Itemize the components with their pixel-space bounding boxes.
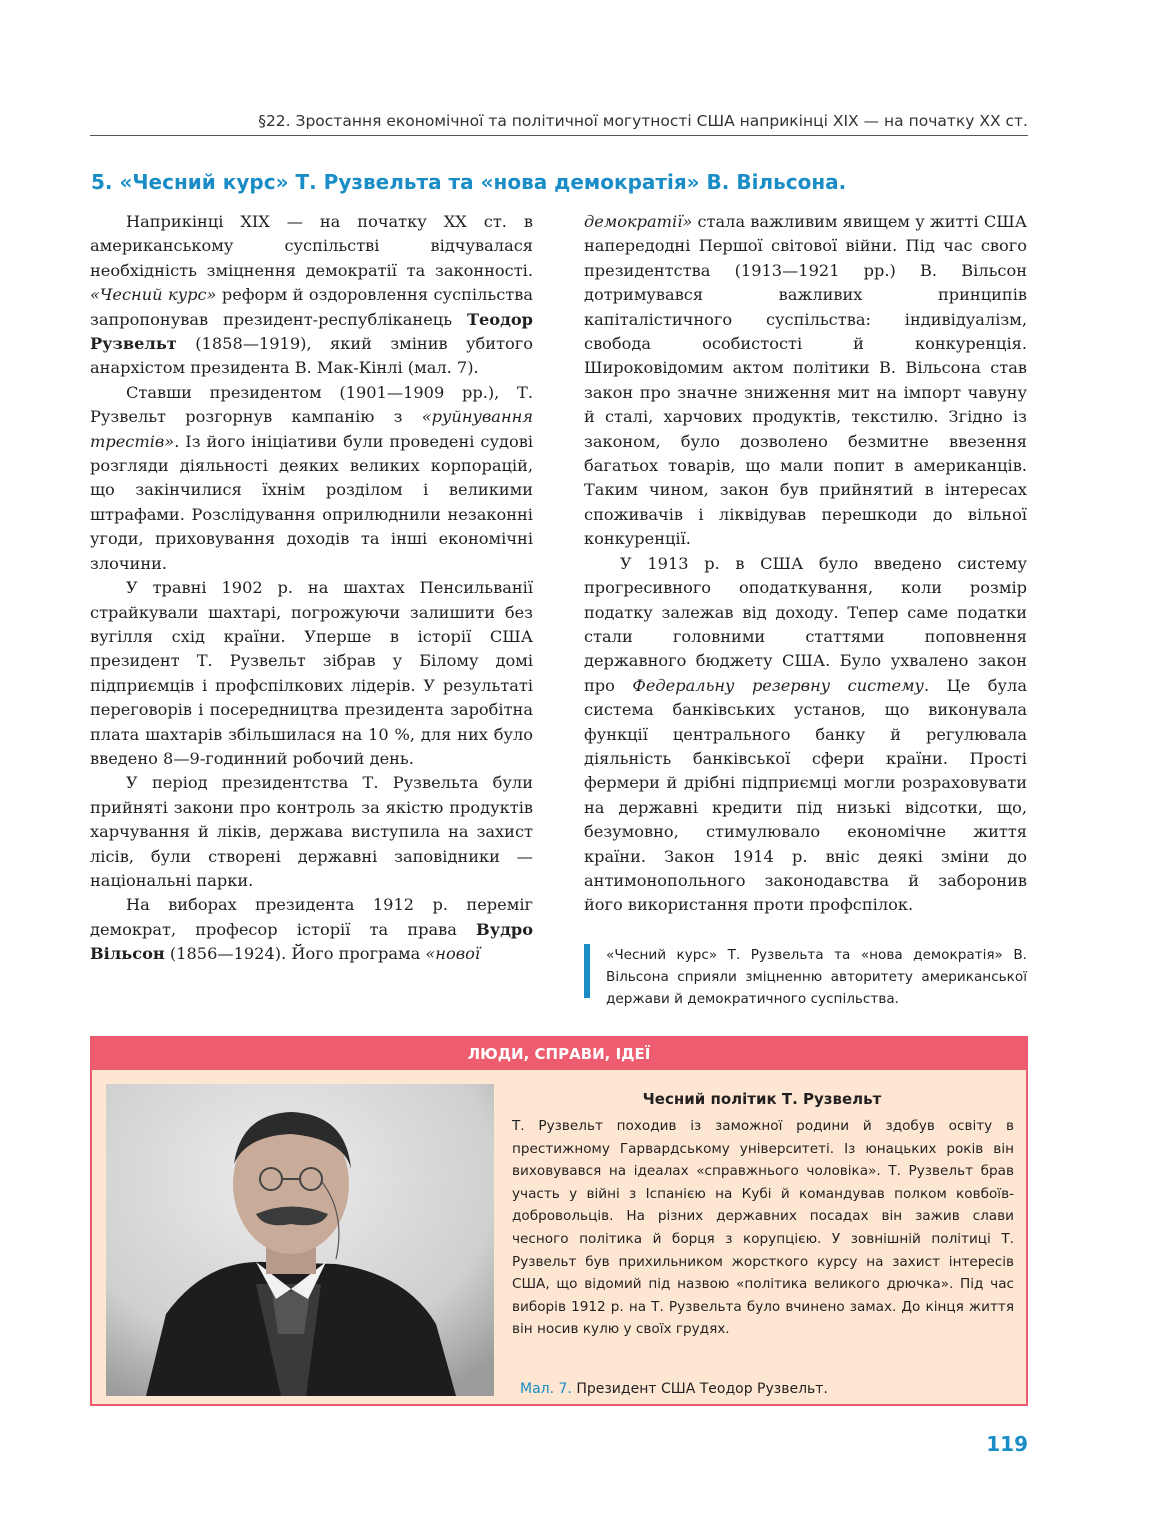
term-chesnyi-kurs: «Чесний курс» bbox=[90, 285, 217, 305]
summary-callout: «Чесний курс» Т. Рузвельта та «нова демократія» В. Вільсона сприяли зміцненню авторитету американської держави й демократичного суспільства. bbox=[584, 944, 1027, 998]
box-title: Чесний політик Т. Рузвельт bbox=[642, 1090, 882, 1108]
caption-text: Президент США Теодор Рузвельт. bbox=[571, 1381, 828, 1397]
box-header: ЛЮДИ, СПРАВИ, ІДЕЇ bbox=[92, 1038, 1026, 1070]
name-woodrow-wilson: Вудро Вільсон bbox=[90, 919, 533, 964]
right-column bbox=[584, 210, 1027, 918]
paragraph-3: У травні 1902 р. на шахтах Пенсильванії страйкували шахтарі, погрожуючи залишити без вугілля схід країни. Уперше в історії США президент Т. Рузвельт зібрав у Білому домі підприємців і профспілкових лідерів. У результаті переговорів і посередництва президента заробітна плата шахтарів збільшилася на 10 %, для них було введено 8—9-годинний робочий день. bbox=[90, 578, 533, 768]
paragraph-6: демократії» стала важливим явищем у житті США напередодні Першої світової війни. Під час свого президентства (1913—1921 рр.) В. Вільсон дотримувався важливих принципів капіталістичного суспільства: індивідуалізм, свобода особистості й конкуренція. Широковідомим актом політики В. Вільсона став закон про значне зниження мит на імпорт чавуну й сталі, харчових продуктів, текстилю. Згідно із законом, було дозволено безмитне ввезення багатьох товарів, що мали попит в американців. Таким чином, закон був прийнятий в інтересах споживачів і ліквідував перешкоди до вільної конкуренції. bbox=[584, 212, 1027, 549]
figure-caption bbox=[520, 1381, 828, 1397]
term-trust-busting: «руйнування трестів» bbox=[90, 407, 533, 451]
name-theodore-roosevelt: Теодор Рузвельт bbox=[90, 309, 533, 354]
page-number: 119 bbox=[986, 1432, 1028, 1456]
paragraph-2: Ставши президентом (1901—1909 рр.), Т. Рузвельт розгорнув кампанію з «руйнування трестів». Із його ініціативи були проведені судові розгляди діяльності деяких великих корпорацій, що закінчилися їхнім розділом і великими штрафами. Розслідування оприлюднили незаконні угоди, приховування доходів та інші економічні злочини. bbox=[90, 382, 533, 573]
left-column bbox=[90, 210, 533, 967]
box-text: Т. Рузвельт походив із заможної родини й здобув освіту в престижному Гарвардському університеті. Із юнацьких років він виховувався на ідеалах «справжнього чоловіка». Т. Рузвельт брав участь у війні з Іспанією на Кубі й командував полком ковбоїв-добровольців. На різних державних посадах він зажив слави чесного політика й борця з корупцією. У зовнішній політиці Т. Рузвельт був прихильником жорсткого курсу на захист інтересів США, що відомий під назвою «політика великого дрючка». Під час виборів 1912 р. на Т. Рузвельта було вчинено замах. До кінця життя він носив кулю у своїх грудях. bbox=[512, 1118, 1014, 1338]
roosevelt-portrait-photo bbox=[106, 1084, 494, 1396]
paragraph-5: На виборах президента 1912 р. переміг демократ, професор історії та права Вудро Вільсон (1856—1924). Його програма «нової bbox=[90, 895, 533, 964]
header-rule bbox=[90, 135, 1028, 136]
people-deeds-ideas-box bbox=[90, 1036, 1028, 1406]
term-federal-reserve: Федеральну резервну систему bbox=[632, 675, 924, 695]
paragraph-1: Наприкінці XIX — на початку XX ст. в американському суспільстві відчувалася необхідність зміцнення демократії та законності. «Чесний курс» реформ й оздоровлення суспільства запропонував президент-республіканець Теодор Рузвельт (1858—1919), який змінив убитого анархістом президента В. Мак-Кінлі (мал. 7). bbox=[90, 212, 533, 378]
paragraph-4: У період президентства Т. Рузвельта були прийняті закони про контроль за якістю продуктів харчування й ліків, держава виступила на захист лісів, були створені державні заповідники — національні парки. bbox=[90, 773, 533, 890]
term-new-democracy-end: демократії» bbox=[584, 212, 693, 231]
running-head: §22. Зростання економічної та політичної могутності США наприкінці XIX — на початку XX ст. bbox=[258, 112, 1028, 130]
paragraph-7: У 1913 р. в США було введено систему прогресивного оподаткування, коли розмір податку залежав від доходу. Тепер саме податки стали головними статтями поповнення державного бюджету США. Було ухвалено закон про Федеральну резервну систему. Це була система банківських установ, що виконувала функції центрального банку й регулювала діяльність банківської сфери країни. Прості фермери й дрібні підприємці могли розраховувати на державні кредити під низькі відсотки, що, безумовно, стимулювало економічне життя країни. Закон 1914 р. вніс деякі зміни до антимонопольного законодавства й заборонив його використання проти профспілок. bbox=[584, 553, 1027, 915]
caption-label: Мал. 7. bbox=[520, 1381, 572, 1397]
section-title: 5. «Чесний курс» Т. Рузвельта та «нова демократія» В. Вільсона. bbox=[91, 170, 847, 194]
term-new-democracy-start: «нової bbox=[425, 944, 481, 964]
